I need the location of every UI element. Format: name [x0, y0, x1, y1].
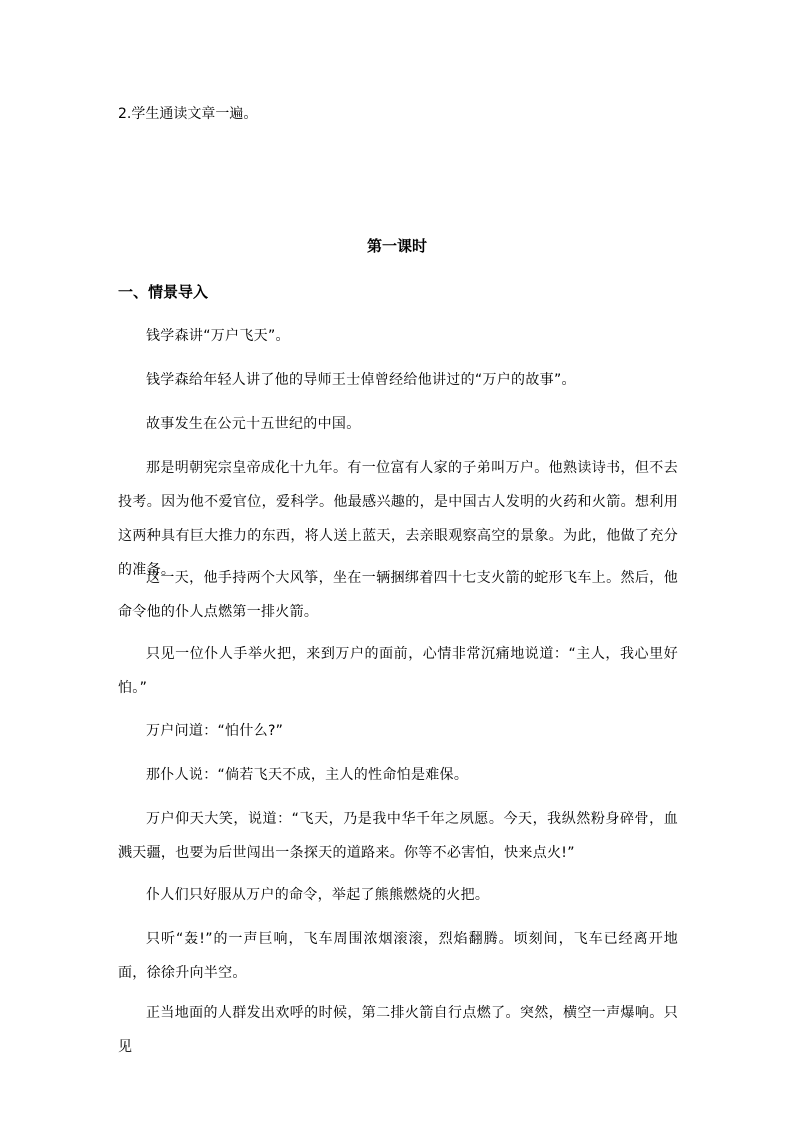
- section-heading: 一、情景导入: [118, 283, 209, 301]
- paragraph: 只见一位仆人手举火把，来到万户的面前，心情非常沉痛地说道：“主人，我心里好怕。”: [118, 646, 678, 696]
- paragraph: 这一天，他手持两个大风筝，坐在一辆捆绑着四十七支火箭的蛇形飞车上。然后，他命令他的仆人点燃第一排火箭。: [118, 570, 678, 620]
- paragraph: 万户问道：“怕什么?”: [146, 723, 284, 739]
- paragraph: 钱学森讲“万户飞天”。: [146, 328, 290, 344]
- intro-line: 2.学生通读文章一遍。: [118, 106, 258, 122]
- paragraph: 故事发生在公元十五世纪的中国。: [146, 416, 361, 432]
- lesson-title: 第一课时: [366, 237, 427, 255]
- paragraph: 钱学森给年轻人讲了他的导师王士倬曾经给他讲过的“万户的故事”。: [146, 372, 576, 388]
- paragraph: 万户仰天大笑，说道：“飞天，乃是我中华千年之夙愿。今天，我纵然粉身碎骨，血溅天疆，也要为后世闯出一条探天的道路来。你等不必害怕，快来点火!”: [118, 811, 678, 861]
- paragraph: 那仆人说：“倘若飞天不成，主人的性命怕是难保。: [146, 767, 469, 783]
- paragraph: 只听“轰!”的一声巨响，飞车周围浓烟滚滚，烈焰翻腾。顷刻间，飞车已经离开地面，徐徐升向半空。: [118, 931, 678, 981]
- paragraph: 仆人们只好服从万户的命令，举起了熊熊燃烧的火把。: [146, 887, 490, 903]
- paragraph: 那是明朝宪宗皇帝成化十九年。有一位富有人家的子弟叫万户。他熟读诗书，但不去投考。因为他不爱官位，爱科学。他最感兴趣的，是中国古人发明的火药和火箭。想利用这两种具有巨大推力的东西，将人送上蓝天，去亲眼观察高空的景象。为此，他做了充分的准备。: [118, 460, 678, 578]
- paragraph: 正当地面的人群发出欢呼的时候，第二排火箭自行点燃了。突然，横空一声爆响。只见: [118, 1005, 678, 1055]
